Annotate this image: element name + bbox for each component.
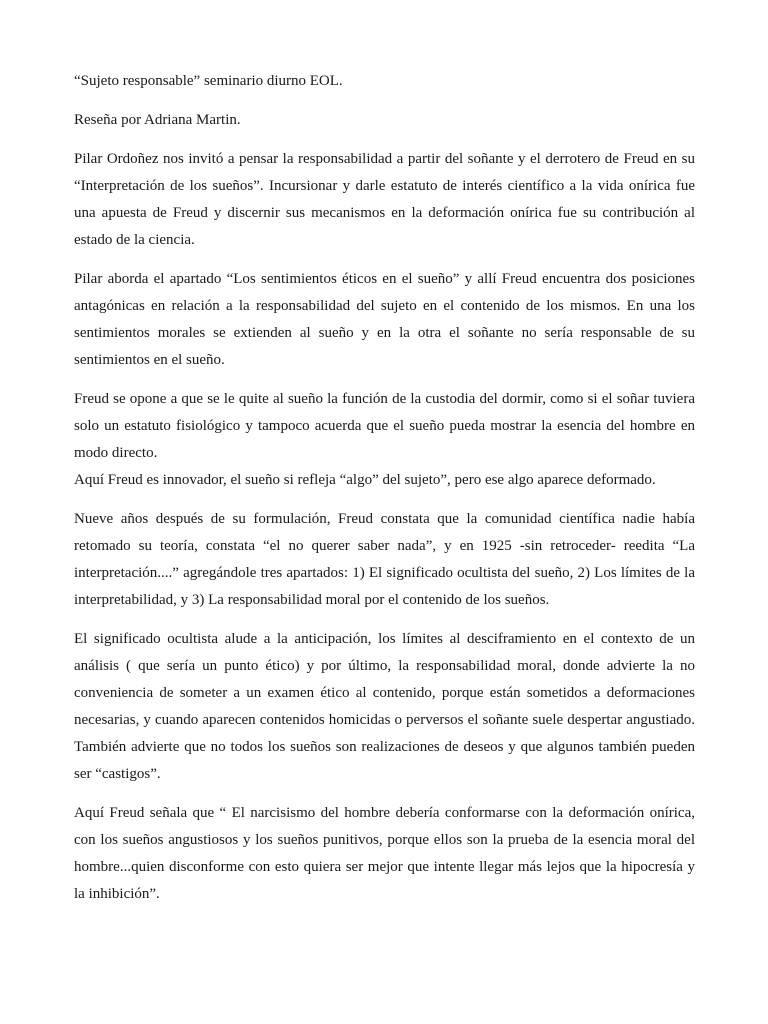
paragraph: Aquí Freud es innovador, el sueño si refleja “algo” del sujeto”, pero ese algo aparece deformado.: [74, 472, 656, 488]
document-body: [74, 68, 695, 920]
paragraph: Pilar Ordoñez nos invitó a pensar la responsabilidad a partir del soñante y el derrotero de Freud en su “Interpretación de los sueños”. Incursionar y darle estatuto de interés científico a la vida onírica fue una apuesta de Freud y discernir sus mecanismos en la deformación onírica fue su contribución al estado de la ciencia.: [74, 151, 695, 248]
paragraph: Freud se opone a que se le quite al sueño la función de la custodia del dormir, como si el soñar tuviera solo un estatuto fisiológico y tampoco acuerda que el sueño pueda mostrar la esencia del hombre en modo directo.: [74, 391, 695, 461]
paragraph: Nueve años después de su formulación, Freud constata que la comunidad científica nadie había retomado su teoría, constata “el no querer saber nada”, y en 1925 -sin retroceder- reedita “La interpretación....” agregándole tres apartados: 1) El significado ocultista del sueño, 2) Los límites de la interpretabilidad, y 3) La responsabilidad moral por el contenido de los sueños.: [74, 511, 695, 608]
paragraph: El significado ocultista alude a la anticipación, los límites al desciframiento en el contexto de un análisis ( que sería un punto ético) y por último, la responsabilidad moral, donde advierte la no conveniencia de someter a un examen ético al contenido, porque están sometidos a deformaciones necesarias, y cuando aparecen contenidos homicidas o perversos el soñante suele despertar angustiado. También advierte que no todos los sueños son realizaciones de deseos y que algunos también pueden ser “castigos”.: [74, 631, 695, 782]
paragraph: Pilar aborda el apartado “Los sentimientos éticos en el sueño” y allí Freud encuentra dos posiciones antagónicas en relación a la responsabilidad del sujeto en el contenido de los mismos. En una los sentimientos morales se extienden al sueño y en la otra el soñante no sería responsable de su sentimientos en el sueño.: [74, 271, 695, 368]
document-title: “Sujeto responsable” seminario diurno EOL.: [74, 73, 343, 89]
document-byline: Reseña por Adriana Martin.: [74, 112, 241, 128]
paragraph: Aquí Freud señala que “ El narcisismo del hombre debería conformarse con la deformación onírica, con los sueños angustiosos y los sueños punitivos, porque ellos son la prueba de la esencia moral del hombre...quien disconforme con esto quiera ser mejor que intente llegar más lejos que la hipocresía y la inhibición”.: [74, 805, 695, 902]
